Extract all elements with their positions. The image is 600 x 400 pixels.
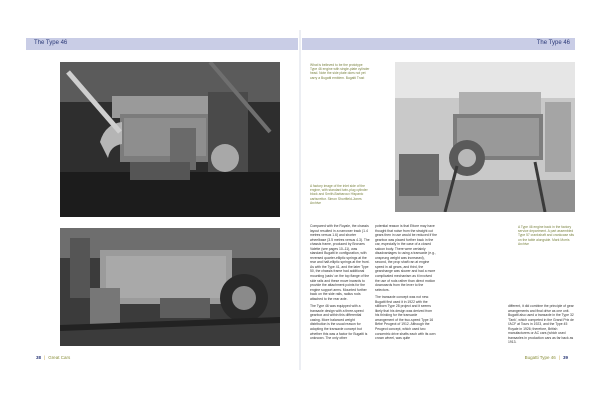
body-paragraph: The transaxle concept was not new. Bugatti first used it in 1922 with the stillborn Type 28 project and it seems likely that his design was derived from his thinking for the transaxle arrangement of the two-speed Type 16 Bébé Peugeot of 1912. Although the Peugeot concept, which used two concentric drive shafts each with its own crown wheel, was quite (375, 295, 436, 341)
body-paragraph: different, it did combine the principle of gear arrangements and final drive as one unit. Bugatti also used a transaxle in the Type 32 'Tank', which competed in the Grand Prix de l'ACF at Tours in 1923, and the Type 45 Royale in 1926; therefore, British manufacturers or AC cars (which used transaxles in production cars as far back as 1913. (508, 304, 574, 345)
page-number-left: 38 (36, 355, 42, 360)
body-paragraph: potential reason is that Ettore may have thought that noise from the straight cut gears then in use would be reduced if the gearbox was placed further back in the car, especially in the case of a closed saloon body. There were certainly disadvantages to using a transaxle (e.g., unsprung weight was increased), second, the prop shaft ran at engine speed in all gears, and third, the gearchange was slower and had a more complicated mechanism as it involved the use of rods rather than direct motion downwards from the lever to the selectors. (375, 224, 438, 292)
footer-book-label: Bugatti Type 46 (524, 355, 556, 360)
engine-photo-bottom (60, 228, 280, 346)
footer-series-label: Great Cars (48, 355, 71, 360)
body-paragraph: The Type 46 was equipped with a transaxle design with a three-speed gearbox and within this differential casing. More balanced weight distribution is the usual reason for adopting the transaxle concept but whether this was a factor for Bugatti is unknown. The only other (310, 304, 368, 341)
running-header-right: The Type 46 (536, 40, 570, 46)
header-band-right (302, 38, 575, 50)
page-gutter (299, 30, 301, 370)
body-column-1 (310, 224, 370, 344)
caption-inlet-side: A factory image of the inlet side of the engine, with standard twin-plug cylinder block and Smith-Barbaroux Hispanic carburettor. Simon Shortfield-Jones Archive (310, 184, 368, 205)
engine-photo-top (60, 62, 280, 217)
body-paragraph: Compared with the Royale, the chassis layout resulted in a narrower track (1.4 metres versus 1.6) and shorter wheelbase (3.5 metres versus 4.3). The chassis frame, produced by Bronzes Valette (see pages 10–11), was standard Bugatti in configuration, with reversed quarter-elliptic springs at the rear and half-elliptic springs at the front. As with the Type 41, and the later Type 50, the chassis frame had additional mounting 'pads' on the top flange of the side rails and these move inwards to provide the attachment points for the engine support arms. Mounted further back on the side rails, radius rods attached to the rear axle. (310, 224, 370, 301)
caption-service-department: A Type 46 engine back in the factory service department. A part assembled Type 57 crankshaft and crankcase sits on the table alongside. Mark Morris Archive (518, 225, 575, 246)
body-column-3 (508, 304, 574, 348)
body-column-2 (375, 224, 437, 344)
factory-engine-photo (395, 62, 575, 212)
page-number-right: 39 (562, 355, 568, 360)
running-header-left: The Type 46 (34, 40, 68, 46)
caption-prototype-engine: What is believed to be the prototype Type 46 engine with single-plate cylinder head. Note the side plate does not yet carry a Bugatti emblem. Bugatti Trust (310, 63, 370, 80)
footer-right: Bugatti Type 46 | 39 (524, 355, 568, 360)
footer-left: 38 | Great Cars (36, 355, 71, 360)
